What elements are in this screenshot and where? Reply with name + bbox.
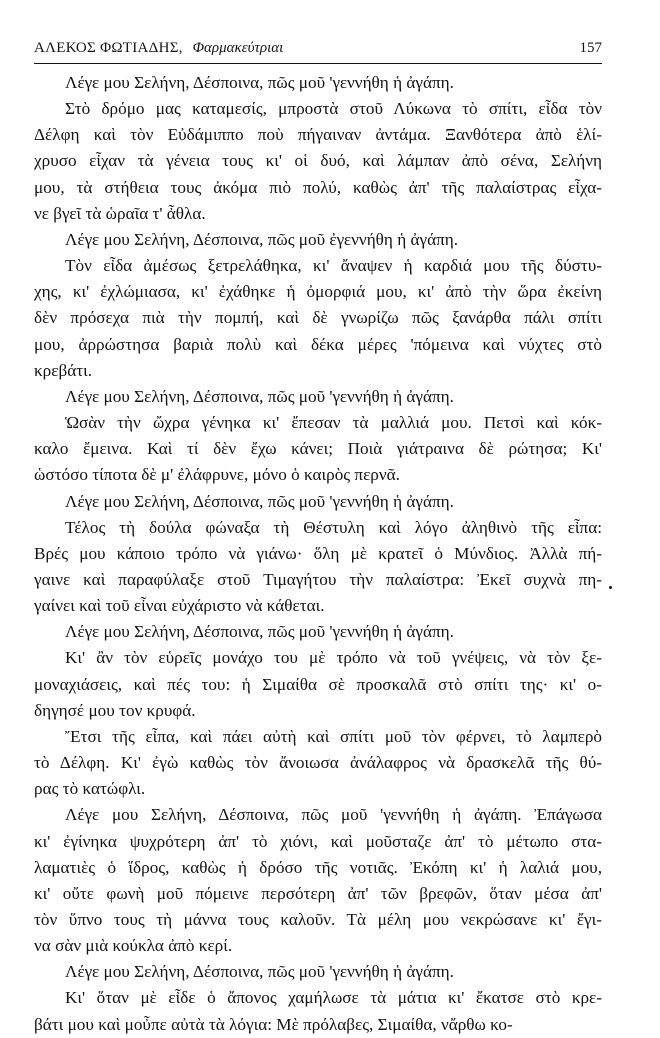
header-rule	[34, 63, 602, 64]
text-line: Ἔτσι τῆς εἶπα, καὶ πάει αὐτὴ καὶ σπίτι μοῦ τὸν φέρνει, τὸ λαμπερὸ	[65, 726, 602, 746]
text-line: Λέγε μου Σελήνη, Δέσποινα, πῶς μοῦ 'γεννήθη ἡ ἀγάπη.	[65, 73, 454, 92]
text-line: τὸν ὕπνο τους τὴ μάννα τους καλοῦν. Τὰ μέλη μου νεκρώσανε κι' ἔγι-	[34, 910, 602, 929]
text-line: βάτι μου καὶ μοὖπε αὐτὰ τὰ λόγια: Μὲ πρόλαβες, Σιμαίθα, νἄρθω κο-	[34, 1014, 513, 1034]
paragraph	[34, 253, 602, 384]
text-line: λαματιὲς ὁ ἵδρος, καθὼς ἡ δρόσο τῆς νοτιᾶς. Ἐκόπη κι' ἡ λαλιά μου,	[34, 857, 602, 877]
print-speck	[609, 586, 612, 589]
text-line: Βρές μου κάποιο τρόπο νὰ γιάνω· ὅλη μὲ κρατεῖ ὁ Μύνδιος. Ἀλλὰ πή-	[34, 543, 602, 563]
paragraph	[34, 959, 602, 985]
text-line: κι' ἐγίνηκα ψυχρότερη ἀπ' τὸ χιόνι, καὶ μοῦσταζε ἀπ' τὸ μέτωπο στα-	[34, 831, 602, 851]
text-line: γαινε καὶ παραφύλαξε στοῦ Τιμαγήτου τὴν παλαίστρα: Ἐκεῖ συχνὰ πη-	[34, 569, 602, 589]
text-line: κι' οὔτε φωνὴ μοῦ πόμεινε περσότερη ἀπ' τῶν βρεφῶν, ὅταν μέσα ἀπ'	[34, 883, 602, 903]
paragraph	[34, 724, 602, 802]
paragraph	[34, 96, 602, 227]
text-line: τὸ Δέλφη. Κι' ἐγὼ καθὼς τὸν ἄνοιωσα ἀνάλαφρος νὰ δρασκελᾶ τῆς θύ-	[34, 753, 602, 773]
text-line: χης, κι' ἐχλώμιασα, κι' ἐχάθηκε ἡ ὀμορφιά μου, κι' ἀπὸ τὴν ὥρα ἐκείνη	[34, 282, 602, 302]
running-head-author: ΑΛΕΚΟΣ ΦΩΤΙΑΔΗΣ,	[34, 40, 183, 56]
paragraph	[34, 70, 602, 96]
text-line: χρυσο εἶχαν τὰ γένεια τους κι' οἱ δυό, καὶ λάμπαν ἀπὸ σένα, Σελήνη	[34, 151, 602, 171]
text-line: Λέγε μου Σελήνη, Δέσποινα, πῶς μοῦ 'γεννήθη ἡ ἀγάπη.	[65, 622, 454, 642]
text-line: Ὡσὰν τὴν ὤχρα γένηκα κι' ἔπεσαν τὰ μαλλιά μου. Πετσὶ καὶ κόκ-	[65, 413, 602, 433]
text-line: Λέγε μου Σελήνη, Δέσποινα, πῶς μοῦ 'γεννήθη ἡ ἀγάπη. Ἐπάγωσα	[65, 805, 602, 825]
text-line: καλο ἔμεινα. Καὶ τί δὲν ἔχω κάνει; Ποιὰ γιάτραινα δὲ ρώτησα; Κι'	[34, 439, 602, 459]
text-line: Τὸν εἶδα ἀμέσως ξετρελάθηκα, κι' ἄναψεν ἡ καρδιά μου τῆς δύστυ-	[65, 256, 602, 276]
paragraph	[34, 227, 602, 253]
paragraph	[34, 619, 602, 645]
text-line: μου, ἀρρώστησα βαριὰ πολὺ καὶ δέκα μέρες 'πόμεινα καὶ νύχτες στὸ	[34, 334, 602, 354]
paragraph	[34, 410, 602, 488]
text-line: Λέγε μου Σελήνη, Δέσποινα, πῶς μοῦ 'γεννήθη ἡ ἀγάπη.	[65, 491, 454, 511]
text-line: μοναχιάσεις, καὶ πές του: ἡ Σιμαίθα σὲ προσκαλᾶ στὸ σπίτι της· κι' ο-	[34, 674, 602, 694]
paragraph	[34, 645, 602, 723]
text-line: ρας τὸ κατώφλι.	[34, 779, 146, 799]
text-line: να σὰν μιὰ κούκλα ἀπὸ κερί.	[34, 936, 233, 956]
text-line: Στὸ δρόμο μας καταμεσίς, μπροστὰ στοῦ Λύκωνα τὸ σπίτι, εἶδα τὸν	[65, 99, 602, 119]
text-line: Κι' ὅταν μὲ εἶδε ὁ ἄπονος χαμήλωσε τὰ μάτια κι' ἔκατσε στὸ κρε-	[65, 988, 602, 1008]
running-head	[34, 36, 602, 60]
text-line: νε βγεῖ τὰ ὡραῖα τ' ἆθλα.	[34, 203, 206, 223]
text-line: κρεβάτι.	[34, 360, 93, 380]
text-line: δηγησέ μου τον κρυφά.	[34, 700, 196, 720]
paragraph	[34, 515, 602, 620]
text-line: Λέγε μου Σελήνη, Δέσποινα, πῶς μοῦ ἐγεννήθη ἡ ἀγάπη.	[65, 229, 459, 249]
body-text	[34, 70, 602, 1038]
text-line: Κι' ἂν τὸν εὑρεῖς μονάχο του μὲ τρόπο νὰ τοῦ γνέψεις, νὰ τὸν ξε-	[65, 648, 602, 668]
page-number: 157	[579, 40, 602, 56]
paragraph	[34, 802, 602, 959]
text-line: ὡστόσο τίποτα δὲ μ' ἐλάφρυνε, μόνο ὁ καιρὸς περνᾶ.	[34, 465, 400, 485]
text-line: δὲν πρόσεχα πιὰ τὴν πομπή, καὶ δὲ γνωρίζω πῶς ξανάρθα πάλι σπίτι	[34, 308, 602, 328]
text-line: Λέγε μου Σελήνη, Δέσποινα, πῶς μοῦ 'γεννήθη ἡ ἀγάπη.	[65, 386, 454, 406]
text-line: Τέλος τὴ δούλα φώναξα τὴ Θέστυλη καὶ λόγο ἀληθινὸ τῆς εἶπα:	[65, 517, 602, 537]
text-line: μου, τὰ στήθεια τους ἀκόμα πιὸ πολύ, καθὼς ἀπ' τῆς παλαίστρας εἶχα-	[34, 177, 602, 197]
paragraph	[34, 985, 602, 1037]
text-line: Λέγε μου Σελήνη, Δέσποινα, πῶς μοῦ 'γεννήθη ἡ ἀγάπη.	[65, 962, 454, 982]
running-head-title: Φαρμακεύτριαι	[192, 40, 284, 56]
paragraph	[34, 384, 602, 410]
text-line: Δέλφη καὶ τὸν Εὐδάμιππο ποὺ πήγαιναν ἀντάμα. Ξανθότερα ἀπὸ ἑλί-	[34, 125, 602, 145]
paragraph	[34, 489, 602, 515]
text-line: γαίνει καὶ τοῦ εἶναι εὐχάριστο νὰ κάθεται.	[34, 596, 325, 616]
